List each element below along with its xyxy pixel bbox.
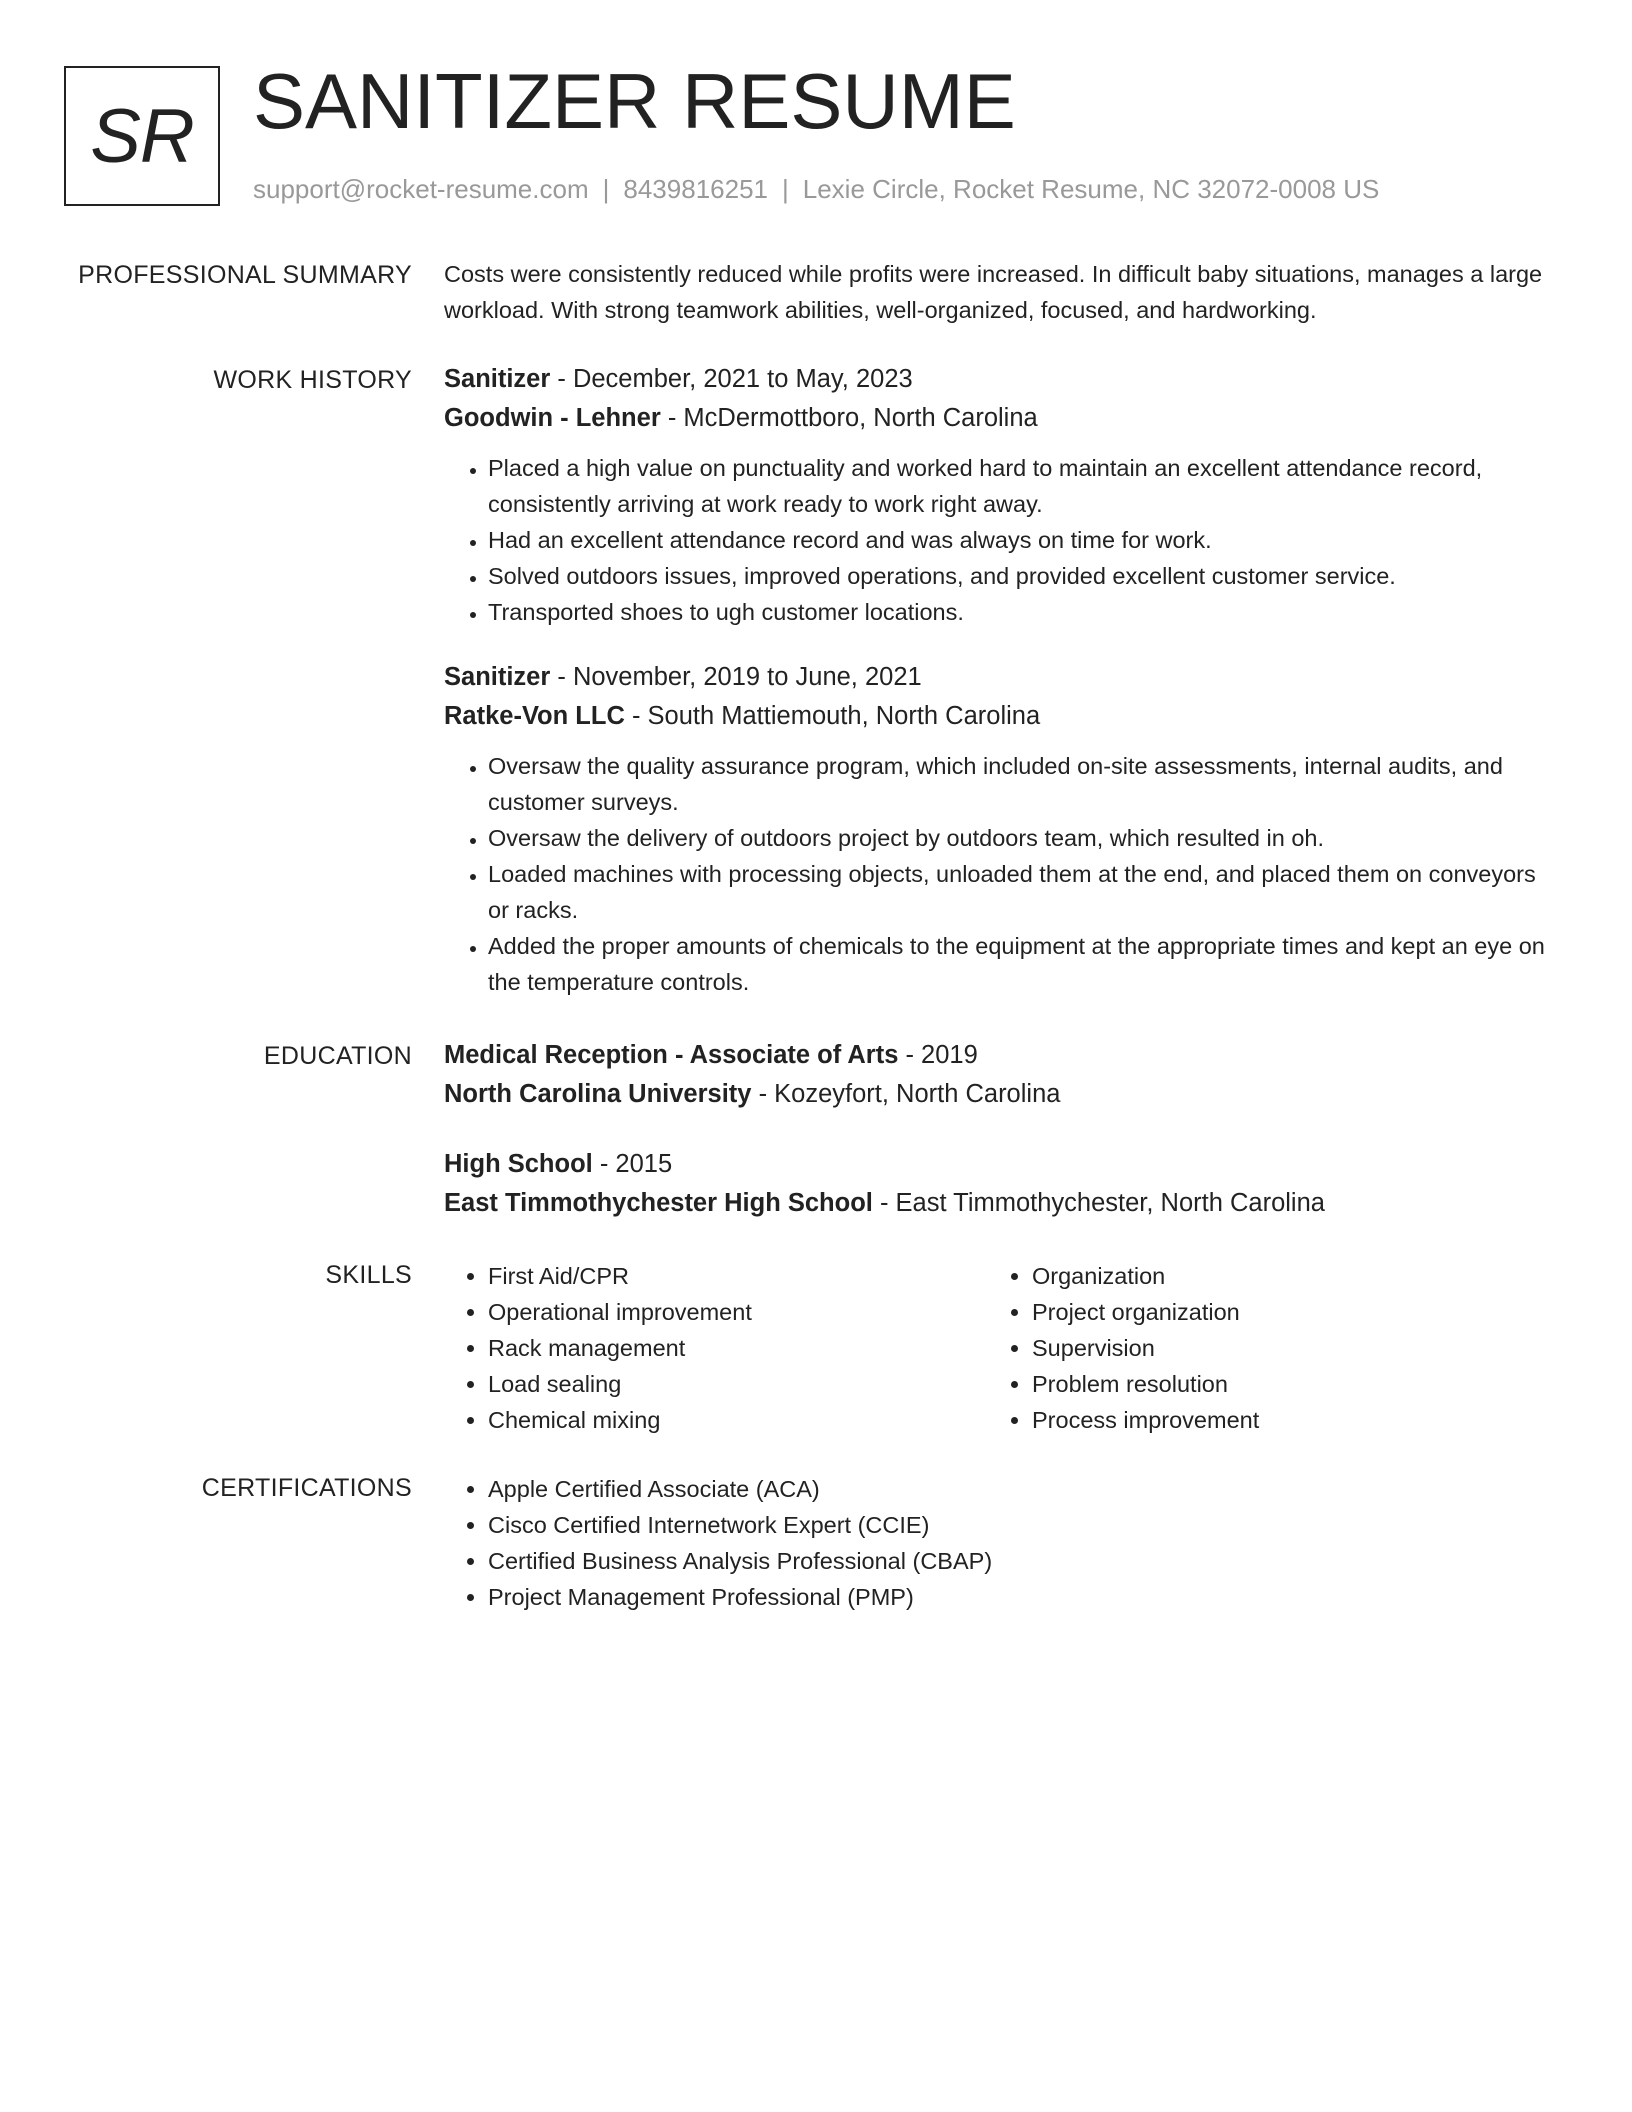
summary-text: Costs were consistently reduced while profits were increased. In difficult baby situations, manages a large workload. With strong teamwork abilities, well-organized, focused, and hardworking. [444,261,1543,323]
education-school-line [444,1075,1554,1114]
section-label-summary: PROFESSIONAL SUMMARY [78,261,412,289]
section-label-skills: SKILLS [325,1261,412,1289]
skill-item: • Organization [1032,1258,1532,1294]
job-bullet: • Loaded machines with processing objects, unloaded them at the end, and placed them on conveyors or racks. [488,856,1554,928]
section-label-education: EDUCATION [263,1042,412,1070]
education-year: - 2015 [592,1150,673,1178]
certification-item: • Cisco Certified Internetwork Expert (CCIE) [488,1507,1554,1543]
section-label-work-history: WORK HISTORY [213,366,412,394]
job-company-line [444,399,1554,438]
skill-item: • Operational improvement [488,1294,988,1330]
job-bullet: • Oversaw the delivery of outdoors project by outdoors team, which resulted in oh. [488,820,1554,856]
skill-item: • Supervision [1032,1330,1532,1366]
job-bullets [444,748,1554,1000]
contact-line [253,172,1379,206]
work-history-body [444,360,1554,1000]
education-entry [444,1145,1554,1223]
job-company: Goodwin - Lehner [444,404,661,432]
education-body [444,1036,1554,1223]
certification-item: • Apple Certified Associate (ACA) [488,1471,1554,1507]
education-degree-line [444,1036,1554,1075]
education-year: - 2019 [898,1041,978,1069]
job-bullet: • Had an excellent attendance record and was always on time for work. [488,522,1554,558]
job-title: Sanitizer [444,365,551,393]
skill-item: • Rack management [488,1330,988,1366]
summary-body [444,256,1554,328]
job-company: Ratke-Von LLC [444,702,625,730]
education-degree: Medical Reception - Associate of Arts [444,1041,899,1069]
skills-columns [444,1258,1554,1438]
skills-list-left [444,1258,988,1438]
job-entry [444,360,1554,630]
certification-item: • Certified Business Analysis Professional (CBAP) [488,1543,1554,1579]
certifications-body [444,1471,1554,1615]
job-company-line [444,697,1554,736]
skill-item: • First Aid/CPR [488,1258,988,1294]
monogram-initials: SR [90,93,194,179]
job-location: - McDermottboro, North Carolina [660,404,1038,432]
monogram-box [64,66,220,206]
job-bullets [444,450,1554,630]
resume-name: SANITIZER RESUME [253,57,1016,145]
skill-item: • Project organization [1032,1294,1532,1330]
education-entry [444,1036,1554,1114]
job-dates: - November, 2019 to June, 2021 [550,663,922,691]
job-bullet: • Solved outdoors issues, improved operations, and provided excellent customer service. [488,558,1554,594]
education-location: - East Timmothychester, North Carolina [872,1189,1325,1217]
skills-body [444,1258,1554,1438]
skill-item: • Load sealing [488,1366,988,1402]
job-title-line [444,360,1554,399]
job-bullet: • Transported shoes to ugh customer locations. [488,594,1554,630]
education-location: - Kozeyfort, North Carolina [751,1080,1061,1108]
skill-item: • Process improvement [1032,1402,1532,1438]
job-title-line [444,658,1554,697]
section-label-certifications: CERTIFICATIONS [201,1474,412,1502]
contact-phone: 8439816251 [623,174,768,204]
education-school-line [444,1184,1554,1223]
skills-list-right [988,1258,1532,1438]
certifications-list [444,1471,1554,1615]
skill-item: • Problem resolution [1032,1366,1532,1402]
contact-separator: | [602,174,610,204]
job-entry [444,658,1554,1000]
job-bullet: • Added the proper amounts of chemicals to the equipment at the appropriate times and kept an eye on the temperature controls. [488,928,1554,1000]
contact-email: support@rocket-resume.com [253,174,589,204]
job-location: - South Mattiemouth, North Carolina [624,702,1041,730]
contact-address: Lexie Circle, Rocket Resume, NC 32072-0008 US [802,174,1380,204]
job-bullet: • Placed a high value on punctuality and worked hard to maintain an excellent attendance record, consistently arriving at work ready to work right away. [488,450,1554,522]
job-title: Sanitizer [444,663,551,691]
education-school: North Carolina University [444,1080,752,1108]
job-dates: - December, 2021 to May, 2023 [550,365,913,393]
skill-item: • Chemical mixing [488,1402,988,1438]
job-bullet: • Oversaw the quality assurance program, which included on-site assessments, internal audits, and customer surveys. [488,748,1554,820]
education-school: East Timmothychester High School [444,1189,873,1217]
education-degree: High School [444,1150,593,1178]
contact-separator: | [782,174,789,204]
certification-item: • Project Management Professional (PMP) [488,1579,1554,1615]
education-degree-line [444,1145,1554,1184]
